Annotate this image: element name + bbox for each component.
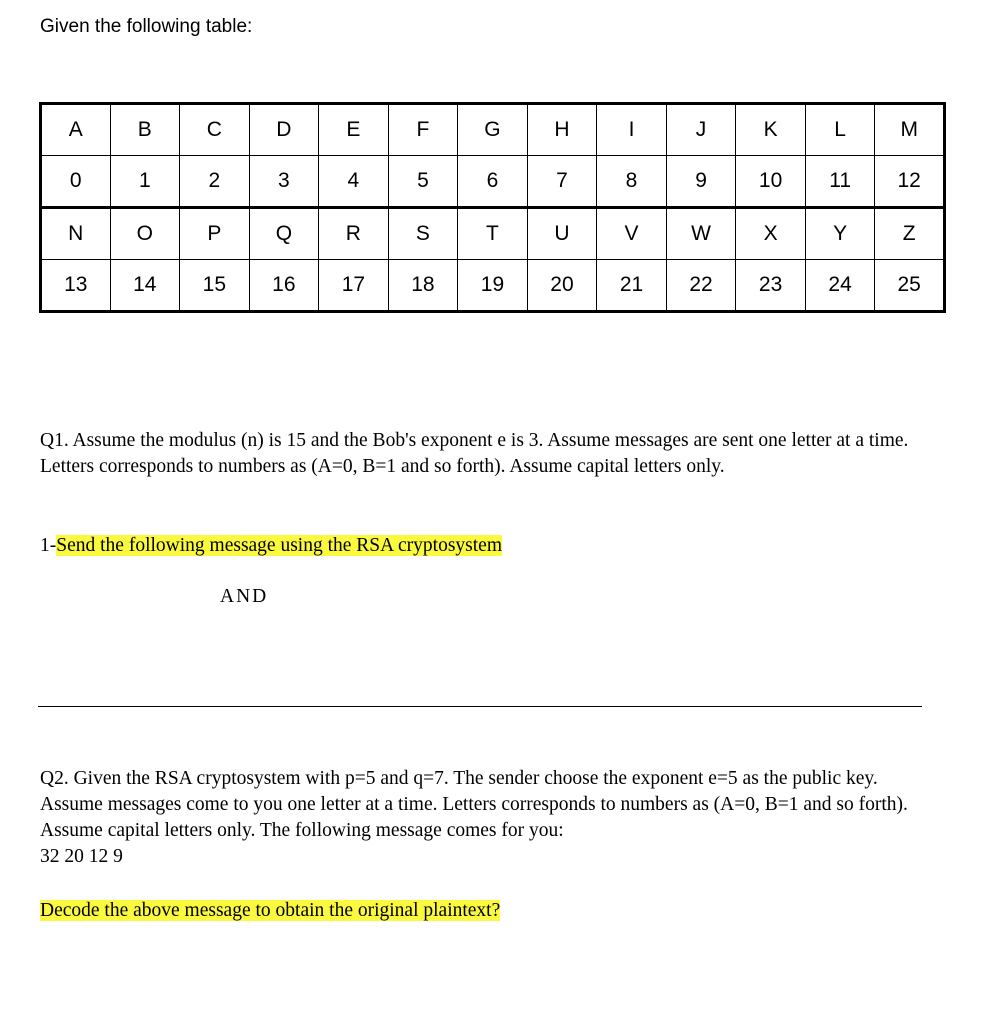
section-divider <box>38 706 922 707</box>
question-2-instruction <box>40 898 500 924</box>
table-cell: P <box>180 208 250 260</box>
question-1 <box>40 428 920 480</box>
table-cell: W <box>666 208 736 260</box>
table-cell: 17 <box>319 260 389 312</box>
letter-number-table <box>39 102 946 313</box>
table-cell: C <box>180 104 250 156</box>
table-cell: D <box>249 104 319 156</box>
table-cell: 7 <box>527 156 597 208</box>
table-cell: 4 <box>319 156 389 208</box>
highlighted-instruction: Decode the above message to obtain the original plaintext? <box>40 900 501 921</box>
table-cell: X <box>736 208 806 260</box>
table-row <box>41 156 945 208</box>
table-cell: S <box>388 208 458 260</box>
table-row <box>41 260 945 312</box>
table-cell: Z <box>875 208 945 260</box>
table-cell: 11 <box>805 156 875 208</box>
table-cell: 25 <box>875 260 945 312</box>
table-cell: 8 <box>597 156 667 208</box>
question-2 <box>40 766 940 870</box>
table-cell: F <box>388 104 458 156</box>
table-cell: O <box>110 208 180 260</box>
table-cell: 19 <box>458 260 528 312</box>
table-cell: J <box>666 104 736 156</box>
table-cell: Q <box>249 208 319 260</box>
instruction-prefix: 1- <box>40 535 57 556</box>
table-cell: Y <box>805 208 875 260</box>
table-cell: 22 <box>666 260 736 312</box>
table-cell: E <box>319 104 389 156</box>
table-cell: A <box>41 104 111 156</box>
table-cell: M <box>875 104 945 156</box>
table-cell: K <box>736 104 806 156</box>
question-1-text: Q1. Assume the modulus (n) is 15 and the Bob's exponent e is 3. Assume messages are sent one letter at a time. Letters corresponds to numbers as (A=0, B=1 and so forth). Assume capital letters only. <box>40 430 909 477</box>
table-cell: 20 <box>527 260 597 312</box>
table-cell: 24 <box>805 260 875 312</box>
page-heading: Given the following table: <box>40 16 253 37</box>
table-cell: 18 <box>388 260 458 312</box>
table-cell: 2 <box>180 156 250 208</box>
question-2-text: Q2. Given the RSA cryptosystem with p=5 and q=7. The sender choose the exponent e=5 as the public key. Assume messages come to you one letter at a time. Letters corresponds to numbers as (A=0, B=1 and so forth). Assume capital letters only. The following message comes for you: <box>40 768 908 841</box>
table-cell: 0 <box>41 156 111 208</box>
table-cell: 14 <box>110 260 180 312</box>
table-cell: R <box>319 208 389 260</box>
highlighted-instruction: Send the following message using the RSA cryptosystem <box>56 535 503 556</box>
table-cell: L <box>805 104 875 156</box>
question-1-instruction <box>40 533 502 559</box>
table-cell: 3 <box>249 156 319 208</box>
message-to-send: AND <box>220 586 269 607</box>
table-cell: T <box>458 208 528 260</box>
table-cell: 15 <box>180 260 250 312</box>
ciphertext: 32 20 12 9 <box>40 846 123 867</box>
table-cell: 5 <box>388 156 458 208</box>
table-cell: 1 <box>110 156 180 208</box>
table-cell: N <box>41 208 111 260</box>
table-cell: I <box>597 104 667 156</box>
table-row <box>41 208 945 260</box>
table-cell: 21 <box>597 260 667 312</box>
table-cell: G <box>458 104 528 156</box>
table-cell: U <box>527 208 597 260</box>
table-cell: 9 <box>666 156 736 208</box>
table-cell: 12 <box>875 156 945 208</box>
table-cell: 6 <box>458 156 528 208</box>
table-cell: 16 <box>249 260 319 312</box>
table-cell: V <box>597 208 667 260</box>
table-cell: H <box>527 104 597 156</box>
table-cell: 13 <box>41 260 111 312</box>
table-cell: 10 <box>736 156 806 208</box>
table-cell: B <box>110 104 180 156</box>
table-cell: 23 <box>736 260 806 312</box>
table-row <box>41 104 945 156</box>
